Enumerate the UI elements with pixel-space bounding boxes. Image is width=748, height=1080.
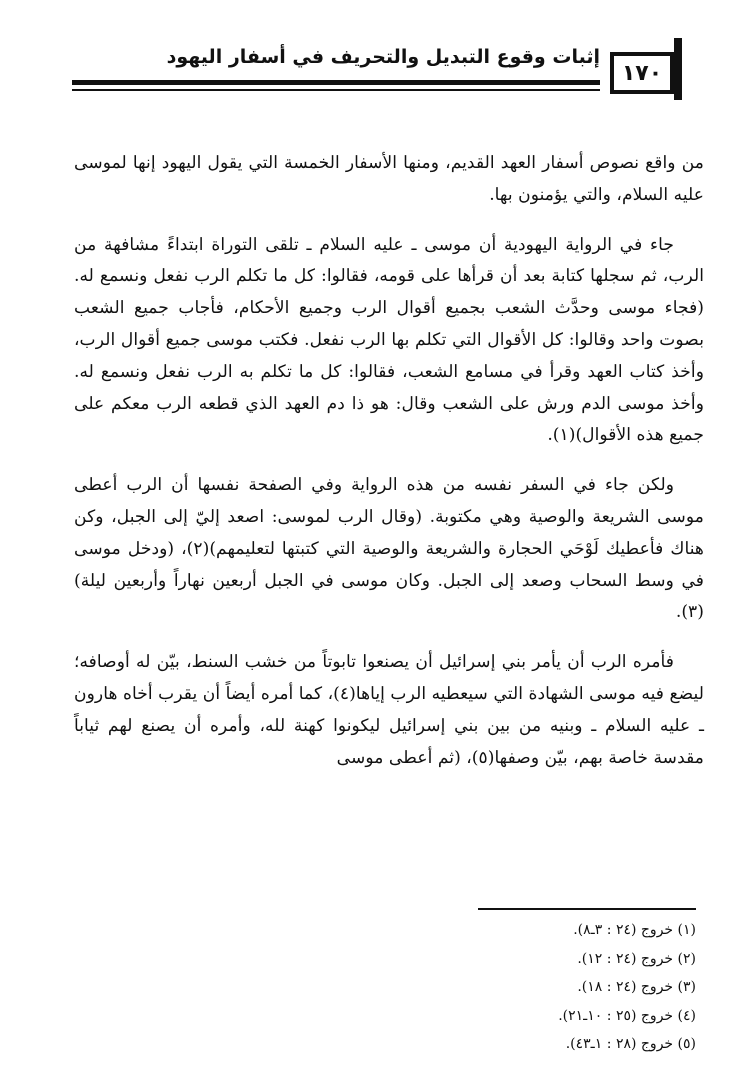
page-header [72,38,704,108]
header-rule-thin [72,89,600,91]
footnote: (٢) خروج (٢٤ : ١٢). [577,950,696,967]
paragraph: جاء في الرواية اليهودية أن موسى ـ عليه السلام ـ تلقى التوراة ابتداءً مشافهة من الرب، ثم سجلها كتابة بعد أن قرأها على قومه، فقالوا: كل ما تكلم الرب نفعل ونسمع له. (فجاء موسى وحدَّث الشعب بجميع أقوال الرب وجميع الأحكام، فأجاب جميع الشعب بصوت واحد وقالوا: كل الأقوال التي تكلم بها الرب نفعل. فكتب موسى جميع أقوال الرب، وأخذ كتاب العهد وقرأ في مسامع الشعب، فقالوا: كل ما تكلم به الرب نفعل ونسمع له. وأخذ موسى الدم ورش على الشعب وقال: هو ذا دم العهد الذي قطعه الرب معكم على جميع هذه الأقوال)(١). [74,234,704,446]
header-rule-thick [72,80,600,85]
paragraph: فأمره الرب أن يأمر بني إسرائيل أن يصنعوا تابوتاً من خشب السنط، بيّن له أوصافه؛ ليضع فيه موسى الشهادة التي سيعطيه الرب إياها(٤)، كما أمره أيضاً أن يقرب أخاه هارون ـ عليه السلام ـ وبنيه من بين بني إسرائيل ليكونوا كهنة لله، وأمره أن يصنع لهم ثياباً مقدسة خاصة بهم، بيّن وصفها(٥)، (ثم أعطى موسى [74,652,704,768]
footnote-separator [478,908,696,910]
page-number: ١٧٠ [610,52,674,94]
footnote: (٤) خروج (٢٥ : ١٠ـ٢١). [558,1007,696,1024]
footnotes [396,916,696,1059]
footnote: (٣) خروج (٢٤ : ١٨). [577,979,696,995]
main-text [74,148,704,792]
paragraph: ولكن جاء في السفر نفسه من هذه الرواية وفي الصفحة نفسها أن الرب أعطى موسى الشريعة والوصية وهي مكتوبة. (وقال الرب لموسى: اصعد إليّ إلى الجبل، وكن هناك فأعطيك لَوْحَي الحجارة والشريعة والوصية التي كتبتها لتعليمهم)(٢)، (ودخل موسى في وسط السحاب وصعد إلى الجبل. وكان موسى في الجبل أربعين نهاراً وأربعين ليلة)(٣). [74,475,704,623]
footnote: (٥) خروج (٢٨ : ١ـ٤٣). [565,1036,696,1052]
page-number-frame-bar [674,38,682,100]
running-title: إثبات وقوع التبديل والتحريف في أسفار اليهود [166,46,600,68]
footnote: (١) خروج (٢٤ : ٣ـ٨). [573,922,696,938]
paragraph: من واقع نصوص أسفار العهد القديم، ومنها الأسفار الخمسة التي يقول اليهود إنها لموسى عليه السلام، والتي يؤمنون بها. [74,153,704,205]
